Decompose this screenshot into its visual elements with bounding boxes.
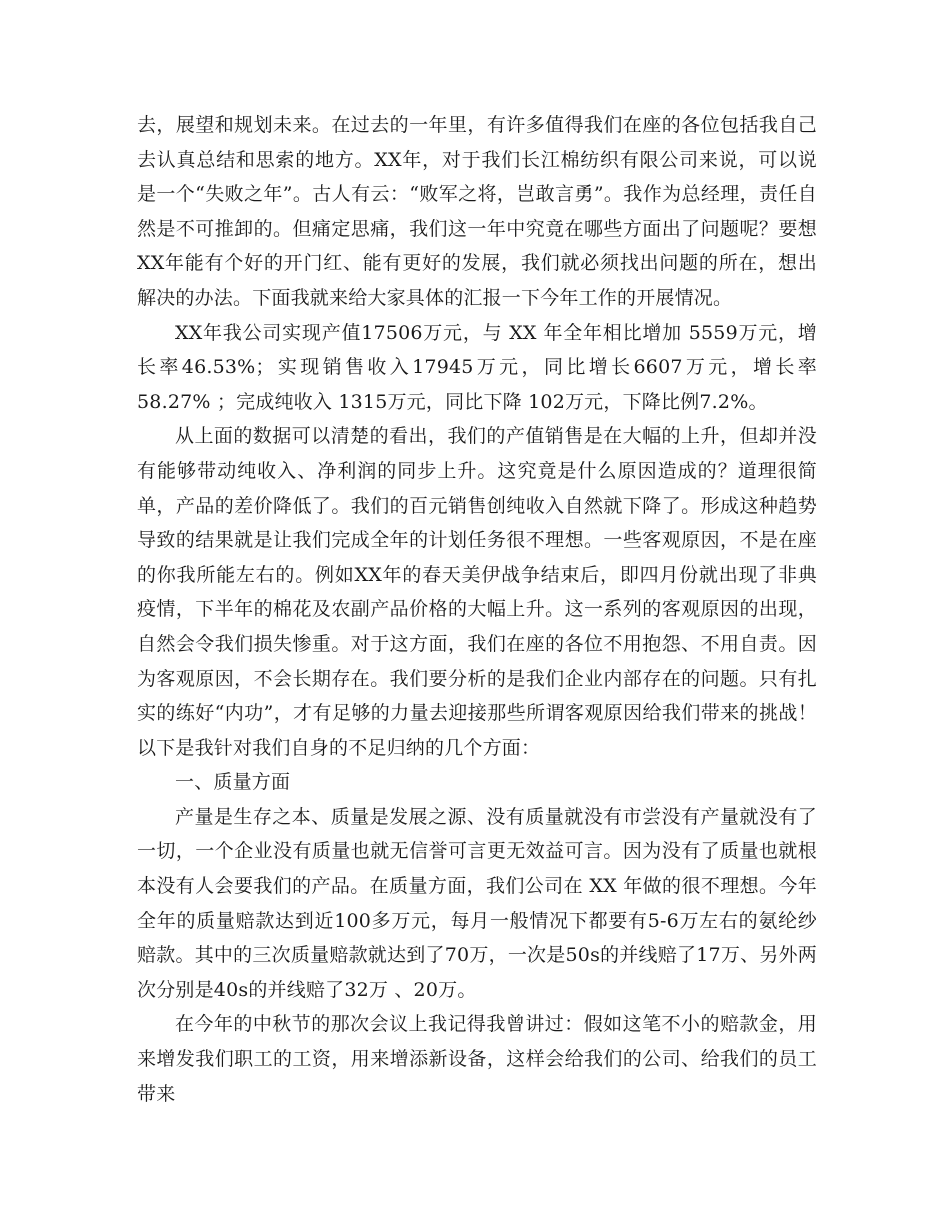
section-heading-quality: 一、质量方面 [175, 771, 291, 794]
paragraph-intro: 去，展望和规划未来。在过去的一年里，有许多值得我们在座的各位包括我自己去认真总结和思索的地方。XX年，对于我们长江棉纺织有限公司来说，可以说是一个“失败之年”。古人有云：“败军之将，岂敢言勇”。我作为总经理，责任自然是不可推卸的。但痛定思痛，我们这一年中究竟在哪些方面出了问题呢？要想XX年能有个好的开门红、能有更好的发展，我们就必须找出问题的所在，想出解决的办法。下面我就来给大家具体的汇报一下今年工作的开展情况。 [137, 114, 817, 309]
paragraph-figures: XX年我公司实现产值17506万元，与 XX 年全年相比增加 5559万元，增长率46.53%；实现销售收入17945万元，同比增长6607万元，增长率58.27% ；完成纯收入 1315万元，同比下降 102万元，下降比例7.2%。 [137, 321, 817, 413]
paragraph-quality: 产量是生存之本、质量是发展之源、没有质量就没有市尝没有产量就没有了一切，一个企业没有质量也就无信誉可言更无效益可言。因为没有了质量也就根本没有人会要我们的产品。在质量方面，我们公司在 XX 年做的很不理想。今年全年的质量赔款达到近100多万元，每月一般情况下都要有5-6万左右的氨纶纱赔款。其中的三次质量赔款就达到了70万，一次是50s的并线赔了17万、另外两次分别是40s的并线赔了32万 、20万。 [137, 805, 817, 1001]
paragraph-analysis: 从上面的数据可以清楚的看出，我们的产值销售是在大幅的上升，但却并没有能够带动纯收入、净利润的同步上升。这究竟是什么原因造成的？道理很简单，产品的差价降低了。我们的百元销售创纯收入自然就下降了。形成这种趋势导致的结果就是让我们完成全年的计划任务很不理想。一些客观原因，不是在座的你我所能左右的。例如XX年的春天美伊战争结束后，即四月份就出现了非典疫情，下半年的棉花及农副产品价格的大幅上升。这一系列的客观原因的出现，自然会令我们损失惨重。对于这方面，我们在座的各位不用抱怨、不用自责。因为客观原因，不会长期存在。我们要分析的是我们企业内部存在的问题。只有扎实的练好“内功”，才有足够的力量去迎接那些所谓客观原因给我们带来的挑战！以下是我针对我们自身的不足归纳的几个方面： [137, 425, 817, 759]
document-body [137, 108, 817, 1111]
paragraph-meeting: 在今年的中秋节的那次会议上我记得我曾讲过：假如这笔不小的赔款金，用来增发我们职工的工资，用来增添新设备，这样会给我们的公司、给我们的员工带来 [137, 1013, 817, 1105]
